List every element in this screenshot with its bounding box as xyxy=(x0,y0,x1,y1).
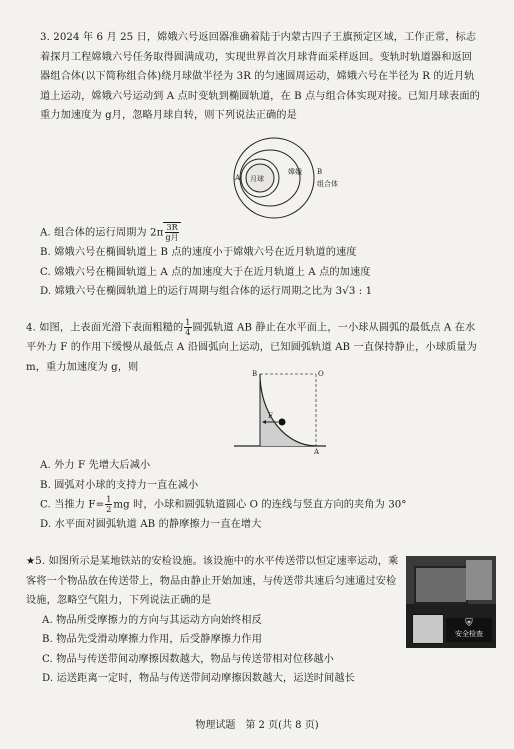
point-a-label: A xyxy=(235,174,241,182)
quarter-fraction xyxy=(184,318,191,337)
question-3-option-d: D. 嫦娥六号在椭圆轨道上的运行周期与组合体的运行周期之比为 3√3 : 1 xyxy=(40,286,373,297)
question-3-options xyxy=(40,222,480,302)
sqrt-sign xyxy=(163,222,180,242)
option-a-prefix: A. 组合体的运行周期为 2π xyxy=(40,227,164,239)
point-a-label: A xyxy=(314,448,320,456)
question-5-stem: 5. 如图所示是某地铁站的安检设施。该设施中的水平传送带以恒定速率运动，乘客将一个物品放在传送带上，物品由静止开始加速，与传送带共速后匀速通过安检设施，忽略空气阻力，下列说法正确的是 xyxy=(26,556,399,606)
arc-track-diagram xyxy=(230,364,330,454)
background-wall xyxy=(466,560,492,600)
orbit-diagram xyxy=(232,134,338,224)
question-4-option-b: B. 圆弧对小球的支持力一直在减小 xyxy=(40,479,199,491)
question-4-stem-post: 圆弧轨道 AB 静止在水平面上，一小球从圆弧的最低点 A 在水平外力 F 的作用下缓慢从最低点 A 沿圆弧向上运动，已知圆弧轨道 AB 一直保持静止，小球质量为 m，重力加速度为 g，则 xyxy=(26,322,477,373)
point-b-label: B xyxy=(252,370,258,378)
track-body xyxy=(260,374,316,446)
sign-icon: ⛨ xyxy=(465,618,473,629)
question-4-option-a: A. 外力 F 先增大后减小 xyxy=(40,460,151,471)
moon-label: 月球 xyxy=(250,175,264,183)
question-4-stem-pre: 4. 如图，上表面光滑下表面粗糙的 xyxy=(26,322,184,334)
security-check-photo xyxy=(406,556,496,648)
scanner-panel xyxy=(412,614,444,644)
fraction-denominator: 4 xyxy=(185,328,191,337)
security-sign xyxy=(446,618,492,642)
star-icon: ★ xyxy=(26,556,36,567)
question-4-option-d: D. 水平面对圆弧轨道 AB 的静摩擦力一直在增大 xyxy=(40,519,262,530)
question-4-option-c xyxy=(40,495,480,515)
question-3 xyxy=(40,28,480,126)
question-3-option-a xyxy=(40,222,480,243)
question-5 xyxy=(26,552,406,689)
option-c-pre: C. 当推力 F= xyxy=(40,499,105,511)
question-3-stem: 3. 2024 年 6 月 25 日，嫦娥六号返回器准确着陆于内蒙古四子王旗预定区域，工作正常，标志着探月工程嫦娥六号任务取得圆满成功，实现世界首次月球背面采样返回。变轨时轨道器和返回器组合体(以下简称组合体)绕月球做半径为 3R 的匀速圆周运动，嫦娥六号在半径为 R 的近月轨道上运动，嫦娥六号运动到 A 点时变轨到椭圆轨道，在 B 点与组合体实现对接。已知月球表面的重力加速度为 g月，忽略月球自转，则下列说法正确的是 xyxy=(40,32,480,121)
half-fraction xyxy=(105,495,112,514)
question-5-option-c: C. 物品与传送带间动摩擦因数越大，物品与传送带相对位移越小 xyxy=(42,653,334,665)
half-numerator: 1 xyxy=(106,495,112,504)
option-c-post: mg 时，小球和圆弧轨道圆心 O 的连线与竖直方向的夹角为 30° xyxy=(113,499,407,511)
half-denominator: 2 xyxy=(106,505,112,514)
chang-e-label: 嫦娥 xyxy=(288,168,302,176)
option-a-denominator: g月 xyxy=(165,233,179,242)
security-sign-label: 安全检查 xyxy=(455,630,483,638)
ball xyxy=(279,419,286,426)
xray-monitor xyxy=(414,566,468,604)
question-5-option-d: D. 运送距离一定时，物品与传送带间动摩擦因数越大，运送时间越长 xyxy=(42,673,355,684)
page-footer: 物理试题 第 2 页(共 8 页) xyxy=(195,720,319,731)
question-3-option-c: C. 嫦娥六号在椭圆轨道上 A 点的加速度大于在近月轨道上 A 点的加速度 xyxy=(40,266,371,278)
option-a-numerator: 3R xyxy=(166,223,178,232)
fraction-numerator: 1 xyxy=(185,318,191,327)
force-f-label: F xyxy=(268,412,273,420)
question-3-option-b: B. 嫦娥六号在椭圆轨道上 B 点的速度小于嫦娥六号在近月轨道的速度 xyxy=(40,247,357,258)
question-5-option-b: B. 物品先受滑动摩擦力作用，后受静摩擦力作用 xyxy=(42,634,263,645)
question-5-option-a: A. 物品所受摩擦力的方向与其运动方向始终相反 xyxy=(42,614,262,626)
question-4-options xyxy=(40,456,480,535)
point-b-label: B xyxy=(317,168,323,176)
point-o-label: O xyxy=(318,370,324,378)
combo-label: 组合体 xyxy=(317,180,338,188)
